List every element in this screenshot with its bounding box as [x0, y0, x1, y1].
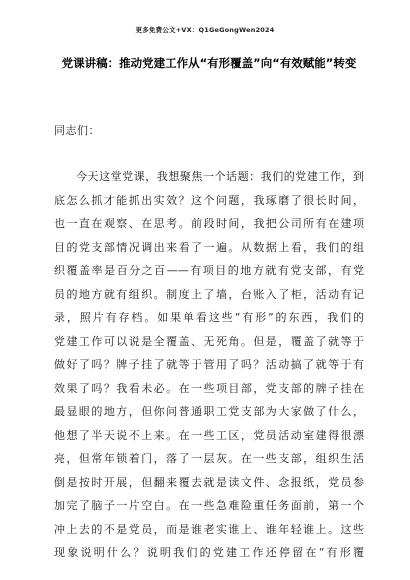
body-line: 也一直在观察、在思考。前段时间，我把公司所有在建项: [54, 217, 364, 230]
body-line: 效果了吗？我看未必。在一些项目部，党支部的牌子挂在: [54, 381, 364, 395]
body-line: 亮，但常年锁着门，落了一层灰。在一些支部，组织生活: [54, 452, 364, 465]
body-line: 现象说明什么？说明我们的党建工作还停留在“有形覆: [54, 546, 364, 559]
body-line: 加完了脑子一片空白。在一些急难险重任务面前，第一个: [54, 499, 364, 512]
body-line: 织覆盖率是百分之百——有项目的地方就有党支部，有党: [54, 264, 364, 277]
body-line: 他想了半天说不上来。在一些工区，党员活动室建得很漂: [54, 428, 364, 442]
body-line: 员的地方就有组织。制度上了墙，台账入了柜，活动有记: [54, 287, 364, 301]
body-line: 今天这堂党课，我想聚焦一个话题：我们的党建工作，到: [76, 170, 364, 183]
body-line: 录，照片有存档。如果单看这些“有形”的东西，我们的: [54, 311, 364, 324]
greeting: 同志们：: [54, 124, 100, 137]
document-title: 党课讲稿：推动党建工作从“有形覆盖”向“有效赋能”转变: [61, 56, 357, 70]
body-line: 党建工作可以说是全覆盖、无死角。但是，覆盖了就等于: [54, 334, 364, 348]
body-line: 底怎么抓才能抓出实效？这个问题，我琢磨了很长时间，: [54, 193, 364, 207]
body-text: [54, 165, 364, 565]
body-line: 最显眼的地方，但你问普通职工党支部为大家做了什么，: [54, 405, 364, 418]
body-line: 倒是按时开展，但翻来覆去就是读文件、念报纸，党员参: [54, 475, 364, 489]
body-line: 做好了吗？牌子挂了就等于管用了吗？活动搞了就等于有: [54, 358, 364, 371]
header-note: 更多免费公文+VX：Q1GeGongWen2024: [135, 26, 275, 34]
body-line: 冲上去的不是党员，而是谁老实谁上、谁年轻谁上。这些: [54, 522, 364, 536]
body-line: 目的党支部情况调出来看了一遍。从数据上看，我们的组: [54, 240, 364, 254]
